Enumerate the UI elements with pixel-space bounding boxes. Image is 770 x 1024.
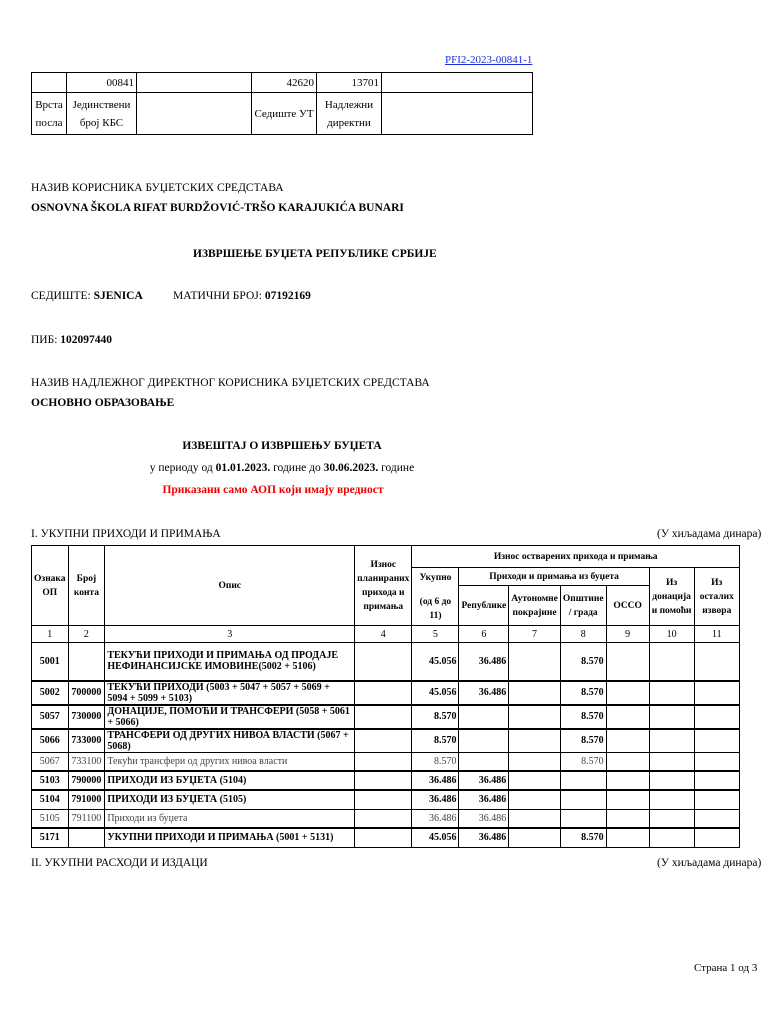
revenue-table xyxy=(31,545,740,848)
header-value-cell xyxy=(32,73,67,93)
user-name-label: НАЗИВ КОРИСНИКА БУЏЕТСКИХ СРЕДСТАВА xyxy=(31,182,284,194)
table-cell-ost xyxy=(694,809,739,828)
table-cell-opst: 8.570 xyxy=(560,643,606,681)
table-cell-rep xyxy=(459,705,509,729)
col-planned: Износ планираних прихода и примања xyxy=(355,546,412,626)
col-republic: Републике xyxy=(459,586,509,626)
col-donations: Из донација и помоћи xyxy=(649,568,694,626)
shown-note: Приказани само АОП који имају вредност xyxy=(162,484,384,496)
table-cell-don xyxy=(649,752,694,771)
table-cell-rep: 36.486 xyxy=(459,809,509,828)
column-number-row xyxy=(32,626,740,643)
table-cell-total: 45.056 xyxy=(412,681,459,705)
column-number: 1 xyxy=(32,626,69,643)
col-aop: Ознака ОП xyxy=(32,546,69,626)
mb-value: 07192169 xyxy=(264,290,311,302)
col-realized: Износ остварених прихода и примања xyxy=(412,546,740,568)
table-cell-ap xyxy=(509,705,561,729)
header-label-cell xyxy=(382,93,533,135)
table-cell-opst: 8.570 xyxy=(560,729,606,753)
table-cell-don xyxy=(649,828,694,847)
table-cell-total: 36.486 xyxy=(412,809,459,828)
header-label-cell: Седиште УТ xyxy=(252,93,317,135)
table-row xyxy=(32,643,740,681)
table-cell-opst: 8.570 xyxy=(560,828,606,847)
direct-user-label: НАЗИВ НАДЛЕЖНОГ ДИРЕКТНОГ КОРИСНИКА БУЏЕТСКИХ СРЕДСТАВА xyxy=(31,377,430,389)
table-cell-opis: Текући трансфери од других нивоа власти xyxy=(105,752,355,771)
table-cell-opis: УКУПНИ ПРИХОДИ И ПРИМАЊА (5001 + 5131) xyxy=(105,828,355,847)
table-cell-total: 45.056 xyxy=(412,828,459,847)
table-cell-total: 36.486 xyxy=(412,771,459,790)
table-cell-aop: 5002 xyxy=(32,681,69,705)
table-cell-ost xyxy=(694,790,739,809)
table-cell-opst: 8.570 xyxy=(560,752,606,771)
table-cell-opst xyxy=(560,809,606,828)
table-cell-ap xyxy=(509,681,561,705)
header-value-cell xyxy=(382,73,533,93)
table-cell-rep: 36.486 xyxy=(459,643,509,681)
table-cell-opis: ТЕКУЋИ ПРИХОДИ (5003 + 5047 + 5057 + 5069 + 5094 + 5099 + 5103) xyxy=(105,681,355,705)
header-label-cell: Врста посла xyxy=(32,93,67,135)
seat-value: SJENICA xyxy=(93,290,143,302)
table-cell-opst: 8.570 xyxy=(560,681,606,705)
col-konto: Број конта xyxy=(68,546,105,626)
table-cell-ost xyxy=(694,828,739,847)
col-other: Из осталих извора xyxy=(694,568,739,626)
col-total-label: Укупно xyxy=(419,572,452,583)
table-cell-total: 8.570 xyxy=(412,752,459,771)
table-cell-ap xyxy=(509,643,561,681)
column-number: 10 xyxy=(649,626,694,643)
table-cell-konto: 733000 xyxy=(68,729,105,753)
table-cell-aop: 5103 xyxy=(32,771,69,790)
table-cell-ost xyxy=(694,681,739,705)
table-cell-konto: 791000 xyxy=(68,790,105,809)
table-cell-don xyxy=(649,681,694,705)
table-cell-opst xyxy=(560,790,606,809)
pib xyxy=(31,334,112,346)
table-cell-plan xyxy=(355,705,412,729)
report-title: ИЗВЕШТАЈ О ИЗВРШЕЊУ БУЏЕТА xyxy=(182,440,382,452)
table-cell-konto xyxy=(68,828,105,847)
table-cell-aop: 5001 xyxy=(32,643,69,681)
user-name: OSNOVNA ŠKOLA RIFAT BURDŽOVIĆ-TRŠO KARAJUKIĆA BUNARI xyxy=(31,202,404,214)
table-row xyxy=(32,809,740,828)
table-cell-plan xyxy=(355,809,412,828)
table-cell-osso xyxy=(606,681,649,705)
period-suffix: године xyxy=(381,462,415,474)
table-cell-aop: 5171 xyxy=(32,828,69,847)
header-value-cell: 00841 xyxy=(67,73,137,93)
column-number: 5 xyxy=(412,626,459,643)
table-cell-aop: 5104 xyxy=(32,790,69,809)
table-cell-ap xyxy=(509,752,561,771)
header-value-cell: 42620 xyxy=(252,73,317,93)
period-to: 30.06.2023. xyxy=(323,462,379,474)
section1-title: I. УКУПНИ ПРИХОДИ И ПРИМАЊА xyxy=(31,528,221,540)
header-table xyxy=(31,72,533,135)
table-cell-don xyxy=(649,809,694,828)
table-cell-don xyxy=(649,771,694,790)
registration-number xyxy=(173,290,311,302)
column-number: 4 xyxy=(355,626,412,643)
table-cell-opis: ТРАНСФЕРИ ОД ДРУГИХ НИВОА ВЛАСТИ (5067 + 5068) xyxy=(105,729,355,753)
table-cell-ap xyxy=(509,809,561,828)
table-cell-konto: 700000 xyxy=(68,681,105,705)
table-cell-aop: 5105 xyxy=(32,809,69,828)
table-cell-konto: 790000 xyxy=(68,771,105,790)
table-cell-osso xyxy=(606,643,649,681)
period-mid: године до xyxy=(273,462,321,474)
column-number: 11 xyxy=(694,626,739,643)
table-cell-aop: 5057 xyxy=(32,705,69,729)
table-cell-rep: 36.486 xyxy=(459,771,509,790)
table-cell-rep xyxy=(459,729,509,753)
table-cell-total: 8.570 xyxy=(412,705,459,729)
table-cell-konto: 730000 xyxy=(68,705,105,729)
period-from: 01.01.2023. xyxy=(215,462,271,474)
table-cell-don xyxy=(649,790,694,809)
page-footer: Страна 1 од 3 xyxy=(694,962,758,974)
section1-unit: (У хиљадама динара) xyxy=(657,528,762,540)
table-cell-osso xyxy=(606,729,649,753)
header-label-cell xyxy=(137,93,252,135)
column-number: 9 xyxy=(606,626,649,643)
table-row xyxy=(32,790,740,809)
table-cell-total: 36.486 xyxy=(412,790,459,809)
column-number: 7 xyxy=(509,626,561,643)
direct-user-value: ОСНОВНО ОБРАЗОВАЊЕ xyxy=(31,397,175,409)
column-number: 8 xyxy=(560,626,606,643)
period-prefix: у периоду од xyxy=(149,462,213,474)
section2-title: II. УКУПНИ РАСХОДИ И ИЗДАЦИ xyxy=(31,857,208,869)
table-cell-ost xyxy=(694,771,739,790)
table-cell-opis: ПРИХОДИ ИЗ БУЏЕТА (5105) xyxy=(105,790,355,809)
table-cell-opis: Приходи из буџета xyxy=(105,809,355,828)
table-cell-ost xyxy=(694,729,739,753)
header-label-cell: Јединствени број КБС xyxy=(67,93,137,135)
table-cell-rep: 36.486 xyxy=(459,790,509,809)
budget-title: ИЗВРШЕЊЕ БУЏЕТА РЕПУБЛИКЕ СРБИЈЕ xyxy=(193,248,437,260)
table-cell-plan xyxy=(355,681,412,705)
col-municipality: Општине / града xyxy=(560,586,606,626)
table-cell-plan xyxy=(355,790,412,809)
document-id-link[interactable]: PFI2-2023-00841-1 xyxy=(445,54,533,66)
seat-label: СЕДИШТЕ: xyxy=(31,290,91,302)
table-cell-ap xyxy=(509,771,561,790)
mb-label: МАТИЧНИ БРОЈ: xyxy=(173,290,262,302)
table-cell-osso xyxy=(606,752,649,771)
table-row xyxy=(32,752,740,771)
col-osso: ОССО xyxy=(606,586,649,626)
table-cell-plan xyxy=(355,643,412,681)
column-number: 3 xyxy=(105,626,355,643)
table-cell-aop: 5066 xyxy=(32,729,69,753)
table-cell-ap xyxy=(509,790,561,809)
pib-label: ПИБ: xyxy=(31,334,58,346)
table-row xyxy=(32,681,740,705)
report-period xyxy=(0,462,564,474)
table-cell-osso xyxy=(606,828,649,847)
table-cell-total: 8.570 xyxy=(412,729,459,753)
table-cell-plan xyxy=(355,752,412,771)
col-total-sub: (од 6 до 11) xyxy=(419,596,452,621)
pib-value: 102097440 xyxy=(60,334,113,346)
table-cell-ost xyxy=(694,705,739,729)
column-number: 6 xyxy=(459,626,509,643)
table-cell-ost xyxy=(694,643,739,681)
table-cell-plan xyxy=(355,828,412,847)
table-cell-plan xyxy=(355,771,412,790)
table-row xyxy=(32,729,740,753)
column-number: 2 xyxy=(68,626,105,643)
table-cell-opis: ДОНАЦИЈЕ, ПОМОЋИ И ТРАНСФЕРИ (5058 + 5061 + 5066) xyxy=(105,705,355,729)
col-from-budget: Приходи и примања из буџета xyxy=(459,568,649,586)
table-cell-aop: 5067 xyxy=(32,752,69,771)
table-cell-konto: 791100 xyxy=(68,809,105,828)
table-cell-rep xyxy=(459,752,509,771)
header-value-cell: 13701 xyxy=(317,73,382,93)
table-row xyxy=(32,771,740,790)
table-cell-ap xyxy=(509,729,561,753)
table-cell-opis: ПРИХОДИ ИЗ БУЏЕТА (5104) xyxy=(105,771,355,790)
col-autonomous: Аутономне покрајине xyxy=(509,586,561,626)
section2-unit: (У хиљадама динара) xyxy=(657,857,762,869)
table-cell-opis: ТЕКУЋИ ПРИХОДИ И ПРИМАЊА ОД ПРОДАЈЕ НЕФИНАНСИЈСКЕ ИМОВИНЕ(5002 + 5106) xyxy=(105,643,355,681)
table-cell-osso xyxy=(606,809,649,828)
table-cell-konto: 733100 xyxy=(68,752,105,771)
header-label-cell: Надлежни директни xyxy=(317,93,382,135)
table-cell-osso xyxy=(606,705,649,729)
table-cell-total: 45.056 xyxy=(412,643,459,681)
table-cell-rep: 36.486 xyxy=(459,681,509,705)
table-cell-ost xyxy=(694,752,739,771)
table-cell-ap xyxy=(509,828,561,847)
table-row xyxy=(32,828,740,847)
table-cell-opst xyxy=(560,771,606,790)
header-value-cell xyxy=(137,73,252,93)
table-cell-don xyxy=(649,729,694,753)
table-cell-plan xyxy=(355,729,412,753)
table-cell-osso xyxy=(606,771,649,790)
table-cell-opst: 8.570 xyxy=(560,705,606,729)
col-opis: Опис xyxy=(105,546,355,626)
col-total xyxy=(412,568,459,626)
table-row xyxy=(32,705,740,729)
table-cell-don xyxy=(649,705,694,729)
table-cell-don xyxy=(649,643,694,681)
table-cell-osso xyxy=(606,790,649,809)
seat xyxy=(31,290,143,302)
table-cell-rep: 36.486 xyxy=(459,828,509,847)
table-cell-konto xyxy=(68,643,105,681)
